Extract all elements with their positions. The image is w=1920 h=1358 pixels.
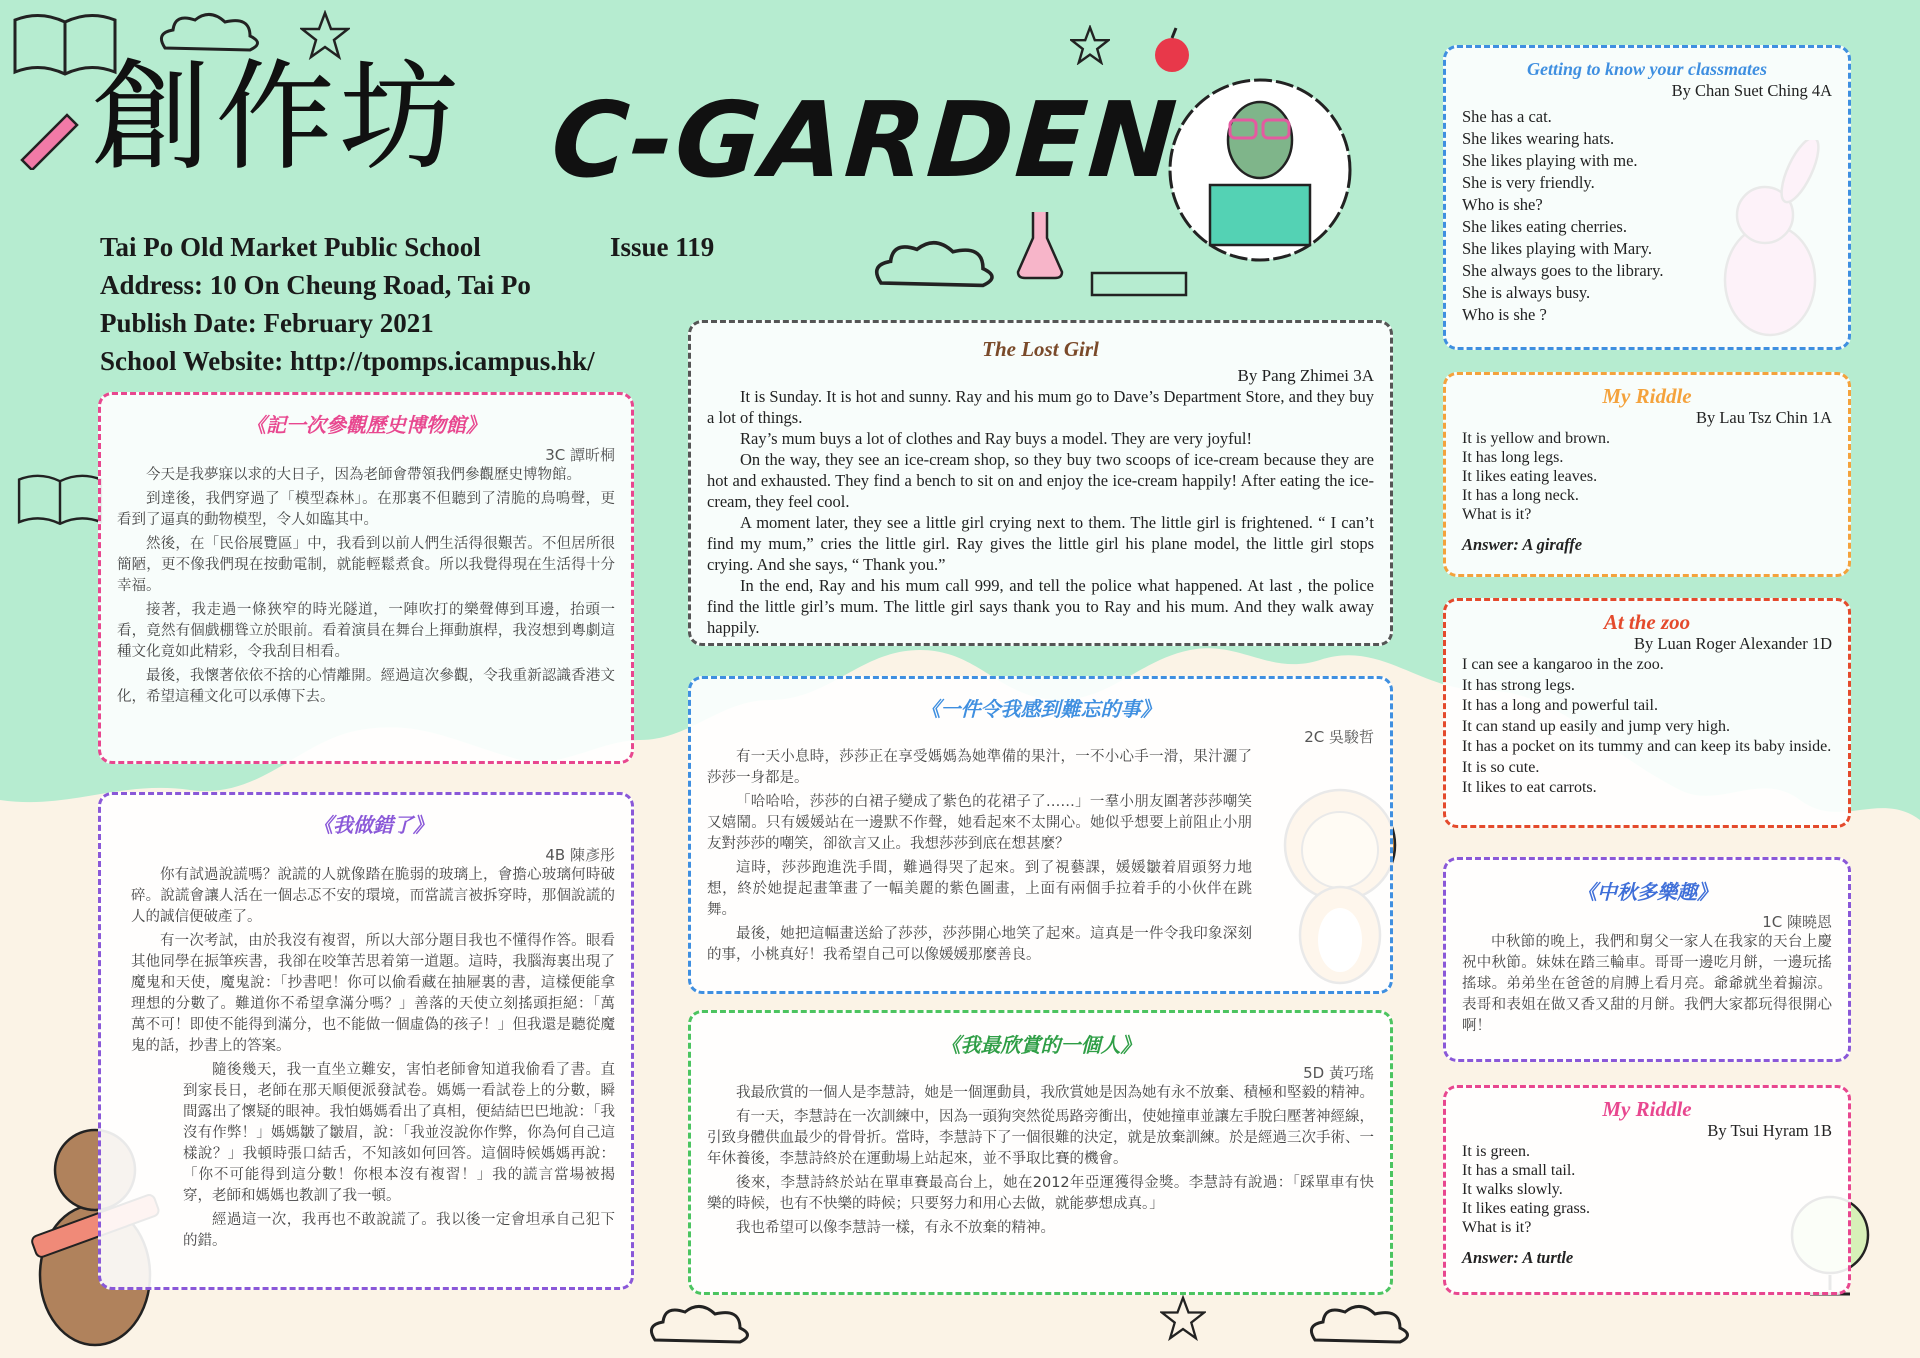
article-admire (688, 1010, 1393, 1295)
school-info (100, 228, 595, 380)
poem-line: It is so cute. (1462, 758, 1540, 776)
riddle-line: It likes eating grass. (1462, 1200, 1590, 1217)
star-icon (1160, 1295, 1206, 1341)
ruler-icon (1090, 265, 1190, 301)
article-riddle-turtle (1443, 1085, 1851, 1295)
article-author: By Chan Suet Ching 4A (1671, 81, 1832, 100)
riddle-line: It has a long neck. (1462, 487, 1579, 504)
masthead-chinese-title: 創作坊 (92, 48, 465, 186)
pencil-icon (12, 100, 82, 170)
paragraph: 最後，我懷著依依不捨的心情離開。經過這次參觀，令我重新認識香港文化，希望這種文化可以承傳下去。 (117, 668, 615, 705)
article-title: Getting to know your classmates (1526, 59, 1768, 79)
article-title: At the zoo (1603, 610, 1691, 634)
cloud-icon (640, 1300, 760, 1350)
paragraph: 「哈哈哈，莎莎的白裙子變成了紫色的花裙子了……」一羣小朋友圍著莎莎嘲笑又嬉鬧。只有媛媛站在一邊默不作聲，她看起來不太開心。她似乎想要上前阻止小朋友對莎莎的嘲笑，卻欲言又止。我想莎莎到底在想甚麼？ (707, 794, 1252, 852)
paragraph: 今天是我夢寐以求的大日子，因為老師會帶領我們參觀歷史博物館。 (146, 467, 581, 483)
cloud-icon (860, 235, 1010, 295)
article-author: By Luan Roger Alexander 1D (1634, 634, 1832, 653)
riddle-answer: Answer: A turtle (1462, 1248, 1574, 1267)
article-title: The Lost Girl (982, 337, 1099, 361)
riddle-line: It likes eating leaves. (1462, 468, 1598, 485)
paragraph: 有一天，李慧詩在一次訓練中，因為一頭狗突然從馬路旁衝出，使她撞車並讓左手脫臼壓著神經線，引致身體供血最少的骨骨折。當時，李慧詩下了一個很難的決定，就是放棄訓練。於是經過三次手術、一年休養後，李慧詩終於在運動場上站起來，並不爭取比賽的機會。 (707, 1109, 1374, 1167)
poem-line: She is very friendly. (1462, 173, 1595, 192)
article-author: 5D 黃巧瑤 (1303, 1064, 1374, 1082)
poem-line: It has a pocket on its tummy and can keep its baby inside. (1462, 738, 1832, 755)
masthead-english-title: C-GARDEN (547, 79, 1183, 201)
article-author: 1C 陳曉恩 (1762, 913, 1832, 931)
article-title: My Riddle (1602, 384, 1692, 408)
article-title: 《一件令我感到難忘的事》 (920, 697, 1161, 721)
article-title: 《我最欣賞的一個人》 (940, 1033, 1141, 1057)
riddle-line: It is yellow and brown. (1462, 430, 1610, 447)
school-website[interactable]: School Website: http://tpomps.icampus.hk/ (100, 346, 595, 376)
poem-line: Who is she? (1462, 195, 1543, 214)
poem-line: She is always busy. (1462, 283, 1591, 302)
paragraph: 後來，李慧詩終於站在單車賽最高台上，她在2012年亞運獲得金獎。李慧詩有說過：「踩單車有快樂的時候，也有不快樂的時候；只要努力和用心去做，就能夢想成真。」 (707, 1175, 1374, 1212)
paragraph: A moment later, they see a little girl crying next to them. The little girl is frightened. “ I can’t find my mum,” cries the little girl. Ray gives the little girl his plane model, the little girl stops crying. And she says, “ Thank you.” (707, 513, 1374, 574)
poem-line: I can see a kangaroo in the zoo. (1462, 656, 1664, 673)
riddle-line: It is green. (1462, 1143, 1530, 1160)
article-title: 《中秋多樂趣》 (1577, 880, 1717, 904)
poem-line: It likes to eat carrots. (1462, 779, 1597, 796)
school-address: Address: 10 On Cheung Road, Tai Po (100, 270, 531, 300)
paragraph: Ray’s mum buys a lot of clothes and Ray buys a model. They are very joyful! (740, 429, 1253, 448)
poem-line: It has strong legs. (1462, 676, 1575, 694)
paragraph: 經過這一次，我再也不敢說謊了。我以後一定會坦承自己犯下的錯。 (183, 1212, 615, 1249)
paragraph: On the way, they see an ice-cream shop, so they buy two scoops of ice-cream because they are hot and exhausted. They find a bench to sit on and enjoy the ice-cream happily! After eating the ice-cream, they feel cool. (707, 450, 1374, 511)
poem-line: Who is she ? (1462, 305, 1547, 324)
flask-icon (1015, 210, 1065, 280)
article-riddle-giraffe (1443, 372, 1851, 577)
paragraph: 中秋節的晚上，我們和舅父一家人在我家的天台上慶祝中秋節。妹妹在踏三輪車。哥哥一邊吃月餅，一邊玩搖搖球。弟弟坐在爸爸的肩膊上看月亮。爺爺就坐着搧涼。表哥和表姐在做又香又甜的月餅。我們大家都玩得很開心啊！ (1462, 934, 1832, 1034)
paragraph: It is Sunday. It is hot and sunny. Ray and his mum go to Dave’s Department Store, and they buy a lot of things. (707, 387, 1374, 427)
article-author: By Lau Tsz Chin 1A (1695, 408, 1832, 427)
article-author: 4B 陳彥彤 (545, 846, 615, 864)
paragraph: In the end, Ray and his mum call 999, and tell the police what happened. At last , the police find the little girl’s mum. The little girl says thank you to Ray and his mum. And they walk away happily. (707, 576, 1374, 637)
books-icon (15, 470, 105, 530)
cloud-icon (1300, 1300, 1420, 1350)
article-author: 3C 譚昕桐 (545, 446, 615, 464)
sheep-illustration (1155, 60, 1365, 280)
paragraph: 我也希望可以像李慧詩一樣，有永不放棄的精神。 (736, 1220, 1055, 1236)
article-lost-girl (688, 320, 1393, 646)
poem-line: It has a long and powerful tail. (1462, 697, 1658, 714)
paragraph: 到達後，我們穿過了「模型森林」。在那裏不但聽到了清脆的鳥鳴聲，更看到了逼真的動物模型，令人如臨其中。 (117, 491, 615, 528)
poem-line: She has a cat. (1462, 107, 1552, 126)
article-title: 《記一次參觀歷史博物館》 (246, 413, 486, 437)
riddle-line: What is it? (1462, 506, 1532, 523)
school-name: Tai Po Old Market Public School (100, 232, 481, 262)
article-author: By Pang Zhimei 3A (1237, 366, 1374, 385)
paragraph: 有一次考試，由於我沒有複習，所以大部分題目我也不懂得作答。眼看其他同學在振筆疾書，我卻在咬筆苦思着第一道題。這時，我腦海裏出現了魔鬼和天使，魔鬼說：「抄書吧！你可以偷看藏在抽屜裏的書，這樣便能拿理想的分數了。難道你不希望拿滿分嗎？」善落的天使立刻搖頭拒絕：「萬萬不可！即使不能得到滿分，也不能做一個虛偽的孩子！」但我還是聽從魔鬼的話，抄書上的答案。 (131, 933, 615, 1054)
article-museum (98, 392, 634, 764)
paragraph: 隨後幾天，我一直坐立難安，害怕老師會知道我偷看了書。直到家長日，老師在那天順便派發試卷。媽媽一看試卷上的分數，瞬間露出了懷疑的眼神。我怕媽媽看出了真相，便結結巴巴地說：「我沒有作弊！」媽媽皺了皺眉，說：「我並沒說你作弊，你為何自己這樣說？」我頓時張口結舌，不知該如何回答。這個時候媽媽再說：「你不可能得到這分數！你根本沒有複習！」我的謊言當場被揭穿，老師和媽媽也教訓了我一頓。 (183, 1062, 615, 1204)
publish-date: Publish Date: February 2021 (100, 308, 434, 338)
article-mistake (98, 792, 634, 1290)
paragraph: 然後，在「民俗展覽區」中，我看到以前人們生活得很艱苦。不但居所很簡陋，更不像我們現在按動電制，就能輕鬆煮食。所以我覺得現在生活得十分幸福。 (117, 536, 615, 594)
riddle-line: What is it? (1462, 1219, 1532, 1236)
riddle-answer: Answer: A giraffe (1462, 535, 1583, 554)
article-classmates (1443, 45, 1851, 350)
article-author: 2C 吳駿哲 (1304, 728, 1374, 746)
article-zoo (1443, 598, 1851, 828)
article-mid-autumn (1443, 857, 1851, 1062)
paragraph: 接著，我走過一條狹窄的時光隧道，一陣吹打的樂聲傳到耳邊，抬頭一看，竟然有個戲棚聳立於眼前。看着演員在舞台上揮動旗桿，我沒想到粵劇這種文化竟如此精彩，令我刮目相看。 (117, 602, 615, 660)
poem-line: It can stand up easily and jump very high. (1462, 717, 1730, 735)
paragraph: 我最欣賞的一個人是李慧詩，她是一個運動員，我欣賞她是因為她有永不放棄、積極和堅毅的精神。 (736, 1085, 1374, 1101)
riddle-line: It walks slowly. (1462, 1181, 1563, 1198)
issue-number: Issue 119 (610, 232, 715, 262)
article-unforgettable (688, 676, 1393, 994)
article-author: By Tsui Hyram 1B (1707, 1121, 1832, 1140)
paragraph: 這時，莎莎跑進洗手間，難過得哭了起來。到了視藝課，媛媛皺着眉頭努力地想，終於她提起畫筆畫了一幅美麗的紫色圖畫，上面有兩個手拉着手的小伙伴在跳舞。 (707, 860, 1252, 918)
article-title: My Riddle (1602, 1097, 1692, 1121)
riddle-line: It has a small tail. (1462, 1162, 1576, 1179)
star-icon (1070, 25, 1110, 65)
poem-line: She likes playing with me. (1462, 151, 1638, 170)
poem-line: She likes eating cherries. (1462, 217, 1627, 236)
poem-line: She likes wearing hats. (1462, 129, 1615, 148)
paragraph: 最後，她把這幅畫送給了莎莎，莎莎開心地笑了起來。這真是一件令我印象深刻的事，小桃真好！我希望自己可以像媛媛那麼善良。 (707, 926, 1252, 963)
article-title: 《我做錯了》 (313, 813, 433, 837)
poem-line: She likes playing with Mary. (1462, 239, 1653, 258)
paragraph: 你有試過說謊嗎？說謊的人就像踏在脆弱的玻璃上，會擔心玻璃何時破碎。說謊會讓人活在一個忐忑不安的環境，而當謊言被拆穿時，那個說謊的人的誠信便破產了。 (131, 867, 615, 925)
paragraph: 有一天小息時，莎莎正在享受媽媽為她準備的果汁，一不小心手一滑，果汁灑了莎莎一身都是。 (707, 749, 1252, 786)
poem-line: She always goes to the library. (1462, 261, 1664, 280)
riddle-line: It has long legs. (1462, 449, 1564, 466)
